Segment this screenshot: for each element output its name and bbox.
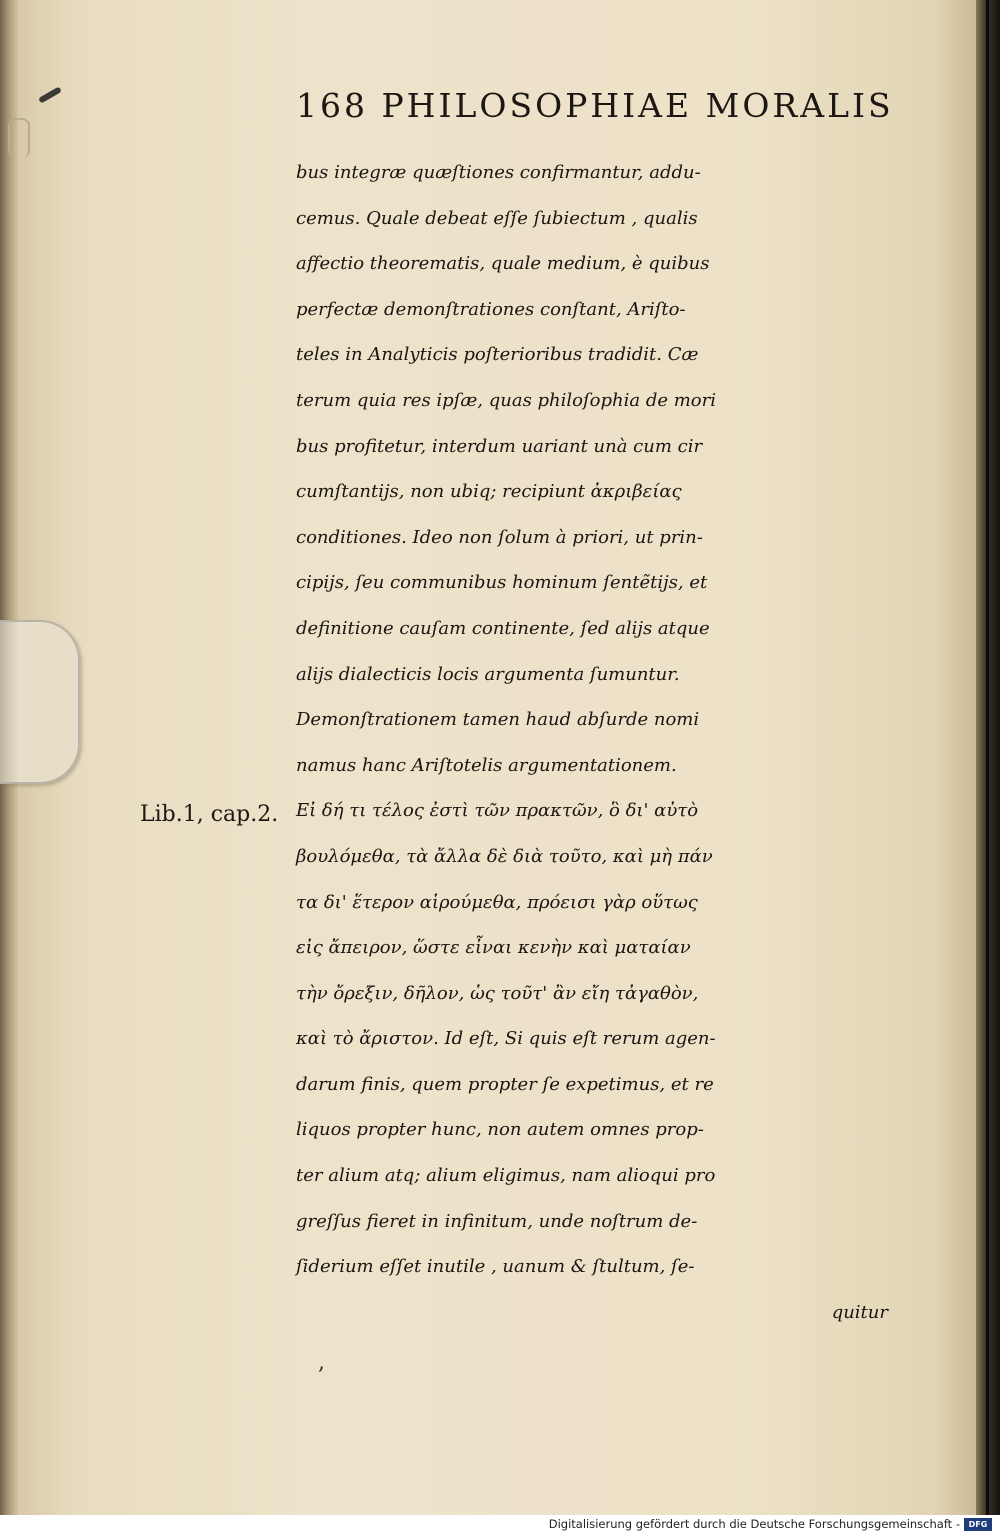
stray-mark: ,	[318, 1350, 325, 1375]
text-line: ſiderium eſſet inutile , uanum & ſtultum, ſe-	[296, 1256, 695, 1278]
greek-line: Εἰ δή τι τέλος ἐστὶ τῶν πρακτῶν, ὃ δι' αὐτὸ	[296, 800, 699, 822]
running-header: 168 PHILOSOPHIAE MORALIS	[296, 86, 894, 125]
text-line: alijs dialecticis locis argumenta ſumuntur.	[296, 663, 680, 685]
text-line: terum quia res ipſæ, quas philoſophia de mori	[296, 389, 716, 411]
text-line: affectio theorematis, quale medium, è quibus	[296, 253, 710, 275]
body-text	[296, 150, 896, 1335]
greek-line: τα δι' ἕτερον αἱρούμεθα, πρόεισι γὰρ οὕτως	[296, 891, 698, 913]
text-line: greſſus fieret in infinitum, unde noſtrum de-	[296, 1210, 698, 1232]
greek-line: τὴν ὄρεξιν, δῆλον, ὡς τοῦτ' ἂν εἴη τἀγαθὸν,	[296, 982, 699, 1004]
text-line: cemus. Quale debeat eſſe ſubiectum , qualis	[296, 207, 698, 229]
binding-gutter	[976, 0, 1000, 1515]
plastic-clip	[0, 620, 80, 784]
text-line: ter alium atq; alium eligimus, nam alioqui pro	[296, 1165, 716, 1187]
text-line: Demonſtrationem tamen haud abſurde nomi	[296, 709, 700, 731]
dfg-logo-icon: DFG	[964, 1518, 992, 1531]
text-line: cipijs, ſeu communibus hominum ſentẽtijs, et	[296, 572, 708, 594]
text-line: conditiones. Ideo non ſolum à priori, ut prin-	[296, 526, 703, 548]
greek-line: βουλόμεθα, τὰ ἄλλα δὲ διὰ τοῦτο, καὶ μὴ πάν	[296, 845, 713, 867]
text-line: liquos propter hunc, non autem omnes prop-	[296, 1119, 704, 1141]
catchword: quitur	[831, 1301, 888, 1323]
footer-bar	[0, 1515, 1000, 1535]
greek-line: εἰς ἄπειρον, ὥστε εἶναι κενὴν καὶ ματαίαν	[296, 937, 691, 959]
text-line: καὶ τὸ ἄριστον. Id eſt, Si quis eſt rerum agen-	[296, 1028, 716, 1050]
text-line: darum finis, quem propter ſe expetimus, et re	[296, 1073, 714, 1095]
text-line: bus profitetur, interdum uariant unà cum cir	[296, 435, 703, 457]
text-line: namus hanc Ariſtotelis argumentationem.	[296, 754, 677, 776]
text-line: cumſtantijs, non ubiq; recipiunt ἀκριβείας	[296, 481, 682, 503]
margin-note: Lib.1, cap.2.	[140, 802, 279, 827]
pencil-mark	[8, 118, 30, 158]
text-line: bus integræ quæſtiones confirmantur, addu-	[296, 162, 701, 183]
text-line: teles in Analyticis poſterioribus tradidit. Cæ	[296, 344, 699, 366]
text-line: definitione cauſam continente, ſed alijs atque	[296, 617, 710, 639]
text-line: perfectæ demonſtrationes conſtant, Ariſto-	[296, 298, 686, 320]
footer-credit: Digitalisierung gefördert durch die Deutsche Forschungsgemeinschaft -	[548, 1517, 960, 1531]
